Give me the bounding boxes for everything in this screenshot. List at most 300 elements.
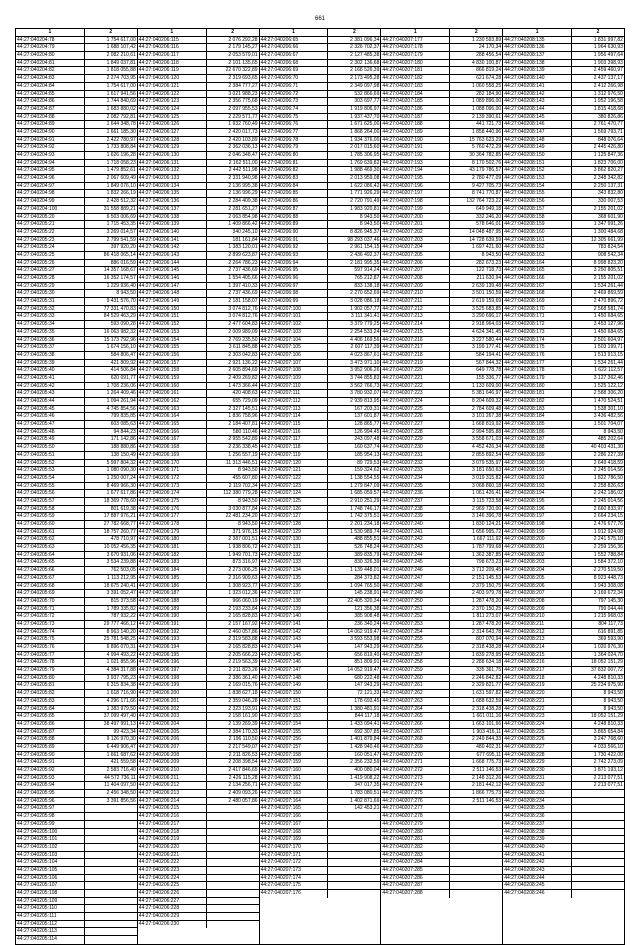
cadastral-value-cell: 2 173 495,28 [350,75,380,82]
table-row [381,144,502,152]
cadastral-value-cell: 2 245 014,56 [593,497,623,504]
table-row [260,606,381,614]
cadastral-number-cell: 44:27:040206:97 [260,283,329,290]
cadastral-value-cell: 677 695,11 [476,751,502,758]
cadastral-number-cell: 44:27:040207:201 [381,221,450,228]
cadastral-value-cell: 2 136 996,29 [228,190,258,197]
cadastral-number-cell: 44:27:040208:237 [503,821,572,828]
cadastral-number-cell: 44:27:040206:139 [138,221,207,228]
cadastral-number-cell: 44:27:040208:183 [503,406,572,413]
table-row [260,859,381,867]
cadastral-number-cell: 44:27:040207:261 [381,682,450,689]
table-row [381,721,502,729]
cadastral-value-cell: 3 780 932,07 [350,390,380,397]
table-row [503,552,624,560]
cadastral-value-cell: 2 664 234,15 [593,513,623,520]
table-row [16,521,137,529]
cadastral-number-cell: 44:27:040205:102 [16,844,85,851]
cadastral-number-cell: 44:27:040207:182 [381,75,450,82]
cadastral-number-cell: 44:27:040205:89 [16,744,85,751]
cadastral-number-cell: 44:27:040206:123 [138,98,207,105]
table-row [138,844,259,852]
cadastral-value-cell: 171 142,86 [110,436,136,443]
cadastral-number-cell: 44:27:040208:170 [503,306,572,313]
cadastral-value-cell: 1 667 111,92 [472,536,502,543]
cadastral-number-cell: 44:27:040207:171 [260,852,329,859]
table-row [503,244,624,252]
cadastral-value-cell: 25 234 975,90 [590,682,623,689]
table-row [16,429,137,437]
table-row [260,121,381,129]
cadastral-value-cell: 3 115 723,58 [472,497,502,504]
cadastral-value-cell: 1 822 786,50 [593,474,623,481]
cadastral-number-cell: 44:27:040207:229 [381,436,450,443]
table-row [381,452,502,460]
table-row [503,575,624,583]
table-row [503,344,624,352]
cadastral-number-cell: 44:27:040205:42 [16,383,85,390]
table-row [260,167,381,175]
table-row [16,483,137,491]
cadastral-number-cell: 44:27:040205:106 [16,875,85,882]
cadastral-value-cell: 1 956 497,64 [593,52,623,59]
cadastral-number-cell: 44:27:040206:99 [260,298,329,305]
cadastral-number-cell: 44:27:040205:45 [16,406,85,413]
table-row [381,398,502,406]
cadastral-value-cell: 3 030 877,84 [228,505,258,512]
cadastral-value-cell: 2 119 702,34 [228,482,258,489]
cadastral-number-cell: 44:27:040205:104 [16,859,85,866]
cadastral-number-cell: 44:27:040207:278 [381,813,450,820]
table-row [381,552,502,560]
cadastral-value-cell: 2 501 604,97 [593,336,623,343]
table-row [138,436,259,444]
cadastral-value-cell: 1 677 617,86 [106,490,136,497]
cadastral-value-cell: 3 074 812,76 [228,305,258,312]
cadastral-value-cell: 2 250 137,31 [593,182,623,189]
cadastral-number-cell: 44:27:040205:69 [16,590,85,597]
cadastral-number-cell: 44:27:040207:274 [381,782,450,789]
cadastral-number-cell: 44:27:040207:246 [381,567,450,574]
cadastral-value-cell: 1 279 847,09 [350,482,380,489]
table-row [16,460,137,468]
cadastral-number-cell: 44:27:040204:89 [16,121,85,128]
cadastral-value-cell: 99 423,34 [113,728,136,735]
cadastral-number-cell: 44:27:040205:50 [16,444,85,451]
cadastral-number-cell: 44:27:040206:79 [260,144,329,151]
table-row [260,367,381,375]
table-row [138,37,259,45]
cadastral-number-cell: 44:27:040207:283 [381,852,450,859]
table-row [381,475,502,483]
cadastral-number-cell: 44:27:040205:105 [16,867,85,874]
cadastral-value-cell: 1 094 765,50 [350,582,380,589]
cadastral-value-cell: 1 383 979,50 [106,705,136,712]
cadastral-number-cell: 44:27:040207:254 [381,629,450,636]
table-row [16,421,137,429]
cadastral-value-cell: 2 270 519,50 [593,567,623,574]
table-row [260,544,381,552]
cadastral-value-cell: 137 601,87 [354,413,380,420]
cadastral-number-cell: 44:27:040208:155 [503,190,572,197]
table-row [503,706,624,714]
cadastral-number-cell: 44:27:040206:144 [138,260,207,267]
cadastral-value-cell [572,867,624,874]
cadastral-number-cell: 44:27:040204:96 [16,175,85,182]
cadastral-number-cell: 44:27:040208:144 [503,106,572,113]
cadastral-value-cell [572,890,624,898]
table-row [260,421,381,429]
cadastral-value-cell: 2 720 791,49 [350,198,380,205]
table-row [138,321,259,329]
cadastral-number-cell: 44:27:040208:229 [503,759,572,766]
cadastral-number-cell: 44:27:040204:78 [16,37,85,44]
cadastral-value-cell: 2 254 533,24 [350,328,380,335]
cadastral-value-cell: 1 264 409,46 [106,390,136,397]
cadastral-value-cell: 38 497 991,13 [103,720,136,727]
cadastral-number-cell: 44:27:040206:73 [260,98,329,105]
table-row [503,636,624,644]
cadastral-number-cell: 44:27:040207:168 [260,829,329,836]
cadastral-number-cell: 44:27:040205:77 [16,652,85,659]
table-row [503,490,624,498]
cadastral-value-cell: 11 404 097,50 [104,782,136,789]
table-row [138,629,259,637]
cadastral-number-cell: 44:27:040206:205 [138,729,207,736]
table-row [16,267,137,275]
cadastral-value-cell: 680 222,48 [354,674,380,681]
cadastral-value-cell: 8 741 770,87 [471,190,502,197]
cadastral-value-cell: 799 835,85 [110,413,136,420]
table-row [503,875,624,883]
table-row [260,467,381,475]
table-row [16,744,137,752]
cadastral-number-cell: 44:27:040206:183 [138,559,207,566]
table-row [260,98,381,106]
table-row [260,244,381,252]
table-row [138,237,259,245]
table-row [16,283,137,291]
table-row [138,506,259,514]
cadastral-number-cell: 44:27:040206:160 [138,383,207,390]
table-row [381,267,502,275]
table-row [503,506,624,514]
cadastral-number-cell: 44:27:040205:88 [16,736,85,743]
table-row [260,283,381,291]
cadastral-number-cell: 44:27:040205:53 [16,467,85,474]
cadastral-number-cell: 44:27:040208:207 [503,590,572,597]
cadastral-value-cell: 1 783 080,51 [350,790,380,797]
table-row [138,75,259,83]
cadastral-value-cell: 14 048 487,95 [469,228,502,235]
table-row [260,91,381,99]
cadastral-number-cell: 44:27:040205:86 [16,721,85,728]
table-row [260,721,381,729]
cadastral-value-cell [85,928,137,935]
table-row [138,621,259,629]
cadastral-number-cell: 44:27:040206:173 [138,483,207,490]
cadastral-value-cell: 2 456 348,50 [106,790,136,797]
table-row [503,467,624,475]
table-row [138,429,259,437]
cadastral-number-cell: 44:27:040205:41 [16,375,85,382]
cadastral-number-cell: 44:27:040207:196 [381,183,450,190]
table-row [138,421,259,429]
table-row [138,775,259,783]
table-row [260,313,381,321]
cadastral-value-cell: 1 419 908,22 [350,774,380,781]
cadastral-value-cell: 3 127 362,46 [593,374,623,381]
cadastral-number-cell: 44:27:040207:125 [260,498,329,505]
cadastral-number-cell: 44:27:040207:226 [381,413,450,420]
table-row [503,644,624,652]
cadastral-number-cell: 44:27:040206:206 [138,736,207,743]
cadastral-number-cell: 44:27:040206:230 [138,921,207,929]
table-row [381,706,502,714]
table-row [16,221,137,229]
table-row [138,98,259,106]
cadastral-number-cell: 44:27:040208:142 [503,91,572,98]
cadastral-number-cell: 44:27:040206:219 [138,836,207,843]
cadastral-value-cell: 1 538 301,10 [593,405,623,412]
cadastral-number-cell: 44:27:040206:147 [138,283,207,290]
cadastral-number-cell: 44:27:040207:190 [381,137,450,144]
table-header-row [260,29,381,37]
cadastral-number-cell: 44:27:040207:256 [381,644,450,651]
cadastral-number-cell: 44:27:040207:198 [381,198,450,205]
table-row [381,337,502,345]
cadastral-value-cell: 1 080 090,30 [106,467,136,474]
table-row [260,890,381,898]
cadastral-number-cell: 44:27:040204:86 [16,98,85,105]
cadastral-number-cell: 44:27:040207:159 [260,759,329,766]
table-row [138,636,259,644]
cadastral-value-cell: 649 949,18 [476,205,502,212]
table-row [503,67,624,75]
table-row [138,659,259,667]
table-row [503,383,624,391]
cadastral-value-cell: 488 855,51 [354,536,380,543]
table-row [138,144,259,152]
cadastral-number-cell: 44:27:040208:209 [503,606,572,613]
cadastral-number-cell: 44:27:040208:194 [503,490,572,497]
cadastral-value-cell: 1 849 037,81 [106,59,136,66]
cadastral-value-cell [85,867,137,874]
cadastral-value-cell: 2 097 955,53 [228,105,258,112]
column-group [16,29,138,944]
cadastral-number-cell: 44:27:040208:167 [503,283,572,290]
cadastral-value-cell: 584 806,47 [110,351,136,358]
table-row [16,775,137,783]
table-row [381,313,502,321]
cadastral-value-cell: 1 785 306,95 [350,152,380,158]
cadastral-number-cell: 44:27:040208:138 [503,60,572,67]
cadastral-value-cell: 8 943,50 [603,705,623,712]
table-row [138,682,259,690]
cadastral-value-cell: 1 380 481,91 [350,705,380,712]
table-row [381,260,502,268]
cadastral-number-cell: 44:27:040206:157 [138,360,207,367]
cadastral-value-cell: 4 624 341,45 [471,328,502,335]
table-row [503,736,624,744]
table-row [260,767,381,775]
cadastral-number-cell: 44:27:040206:137 [138,206,207,213]
table-row [16,836,137,844]
table-row [503,190,624,198]
cadastral-number-cell: 44:27:040207:114 [260,413,329,420]
cadastral-number-cell: 44:27:040208:171 [503,313,572,320]
cadastral-value-cell: 8 826 945,37 [350,228,380,235]
cadastral-value-cell: 1 811 273,07 [472,613,502,620]
cadastral-value-cell [207,867,259,874]
cadastral-value-cell: 2 241 575,10 [593,536,623,543]
cadastral-number-cell: 44:27:040208:152 [503,167,572,174]
cadastral-number-cell: 44:27:040207:271 [381,759,450,766]
cadastral-value-cell: 603 085,63 [110,421,136,428]
cadastral-number-cell: 44:27:040206:177 [138,513,207,520]
cadastral-number-cell: 44:27:040207:191 [381,144,450,151]
cadastral-value-cell: 2 327 145,51 [228,405,258,412]
cadastral-number-cell: 44:27:040206:67 [260,52,329,59]
cadastral-number-cell: 44:27:040206:181 [138,544,207,551]
cadastral-number-cell: 44:27:040206:168 [138,444,207,451]
table-row [138,575,259,583]
cadastral-number-cell: 44:27:040207:222 [381,383,450,390]
cadastral-number-cell: 44:27:040207:169 [260,836,329,843]
cadastral-number-cell: 44:27:040206:125 [138,114,207,121]
table-row [138,83,259,91]
table-row [503,252,624,260]
cadastral-number-cell: 44:27:040206:65 [260,37,329,44]
cadastral-number-cell: 44:27:040207:133 [260,559,329,566]
cadastral-value-cell: 1 215 968,03 [593,613,623,620]
table-row [138,475,259,483]
cadastral-value-cell: 5 760 472,29 [471,144,502,151]
table-row [503,106,624,114]
cadastral-value-cell: 282 673,23 [476,259,502,266]
cadastral-number-cell: 44:27:040206:145 [138,267,207,274]
cadastral-number-cell: 44:27:040207:257 [381,652,450,659]
cadastral-number-cell: 44:27:040207:186 [381,106,450,113]
cadastral-value-cell: 1 401 879,84 [350,736,380,743]
cadastral-number-cell: 44:27:040206:155 [138,344,207,351]
cadastral-value-cell: 8 943,50 [603,697,623,704]
table-row [381,859,502,867]
table-row [138,190,259,198]
table-row [138,114,259,122]
cadastral-value-cell: 3 473 971,10 [350,359,380,366]
cadastral-number-cell: 44:27:040207:156 [260,736,329,743]
cadastral-value-cell: 1 125 847,36 [593,152,623,158]
table-row [138,675,259,683]
table-row [381,298,502,306]
table-row [260,513,381,521]
cadastral-value-cell: 167 203,31 [354,405,380,412]
cadastral-value-cell: 22 670 322,89 [225,67,258,74]
cadastral-number-cell: 44:27:040206:87 [260,206,329,213]
table-row [503,160,624,168]
cadastral-value-cell: 1 818 055,88 [106,67,136,74]
cadastral-number-cell: 44:27:040205:37 [16,344,85,351]
table-row [138,275,259,283]
cadastral-value-cell [328,859,380,866]
table-row [16,606,137,614]
cadastral-number-cell: 44:27:040207:219 [381,360,450,367]
cadastral-number-cell: 44:27:040204:83 [16,75,85,82]
table-row [381,229,502,237]
cadastral-number-cell: 44:27:040206:72 [260,91,329,98]
table-row [503,844,624,852]
table-row [138,167,259,175]
cadastral-number-cell: 44:27:040204:94 [16,160,85,167]
cadastral-number-cell: 44:27:040205:110 [16,905,85,912]
table-row [381,214,502,222]
cadastral-number-cell: 44:27:040206:166 [138,429,207,436]
cadastral-number-cell: 44:27:040205:108 [16,890,85,897]
cadastral-value-cell: 1 943 308,08 [593,582,623,589]
cadastral-number-cell: 44:27:040208:204 [503,567,572,574]
cadastral-value-cell: 2 329 821,77 [471,682,502,689]
cadastral-number-cell: 44:27:040205:46 [16,413,85,420]
table-row [138,60,259,68]
table-row [16,121,137,129]
cadastral-number-cell: 44:27:040207:108 [260,367,329,374]
table-row [138,244,259,252]
cadastral-value-cell: 1 287 478,20 [471,597,502,604]
cadastral-value-cell [450,859,502,866]
cadastral-number-cell: 44:27:040207:160 [260,767,329,774]
cadastral-number-cell: 44:27:040206:138 [138,214,207,221]
cadastral-value-cell: 77 331 470,83 [103,305,136,312]
table-row [381,467,502,475]
cadastral-value-cell: 6 503 006,69 [106,213,136,220]
cadastral-value-cell [572,859,624,866]
cadastral-number-cell: 44:27:040206:148 [138,290,207,297]
cadastral-value-cell: 15 763 623,29 [469,136,502,143]
cadastral-number-cell: 44:27:040208:187 [503,436,572,443]
cadastral-number-cell: 44:27:040208:161 [503,237,572,244]
table-row [260,144,381,152]
table-row [16,398,137,406]
cadastral-value-cell [328,829,380,836]
cadastral-number-cell: 44:27:040208:180 [503,383,572,390]
table-row [16,321,137,329]
cadastral-value-cell [207,852,259,859]
cadastral-number-cell: 44:27:040205:94 [16,782,85,789]
cadastral-value-cell: 2 067 609,49 [106,175,136,182]
table-row [260,52,381,60]
cadastral-number-cell: 44:27:040206:149 [138,298,207,305]
cadastral-value-cell: 155 336,77 [476,374,502,381]
table-row [138,667,259,675]
cadastral-number-cell: 44:27:040207:140 [260,613,329,620]
table-row [260,644,381,652]
table-row [260,882,381,890]
cadastral-value-cell: 1 626 196,28 [106,152,136,158]
cadastral-number-cell: 44:27:040206:81 [260,160,329,167]
cadastral-value-cell: 3 019 315,82 [471,474,502,481]
cadastral-number-cell: 44:27:040207:120 [260,460,329,467]
cadastral-value-cell: 2 205 666,23 [228,651,258,658]
table-row [16,613,137,621]
table-row [138,729,259,737]
table-row [260,798,381,806]
table-row [381,283,502,291]
cadastral-number-cell: 44:27:040208:197 [503,513,572,520]
cadastral-number-cell: 44:27:040207:248 [381,583,450,590]
cadastral-value-cell: 4 745 854,56 [106,405,136,412]
table-row [503,290,624,298]
